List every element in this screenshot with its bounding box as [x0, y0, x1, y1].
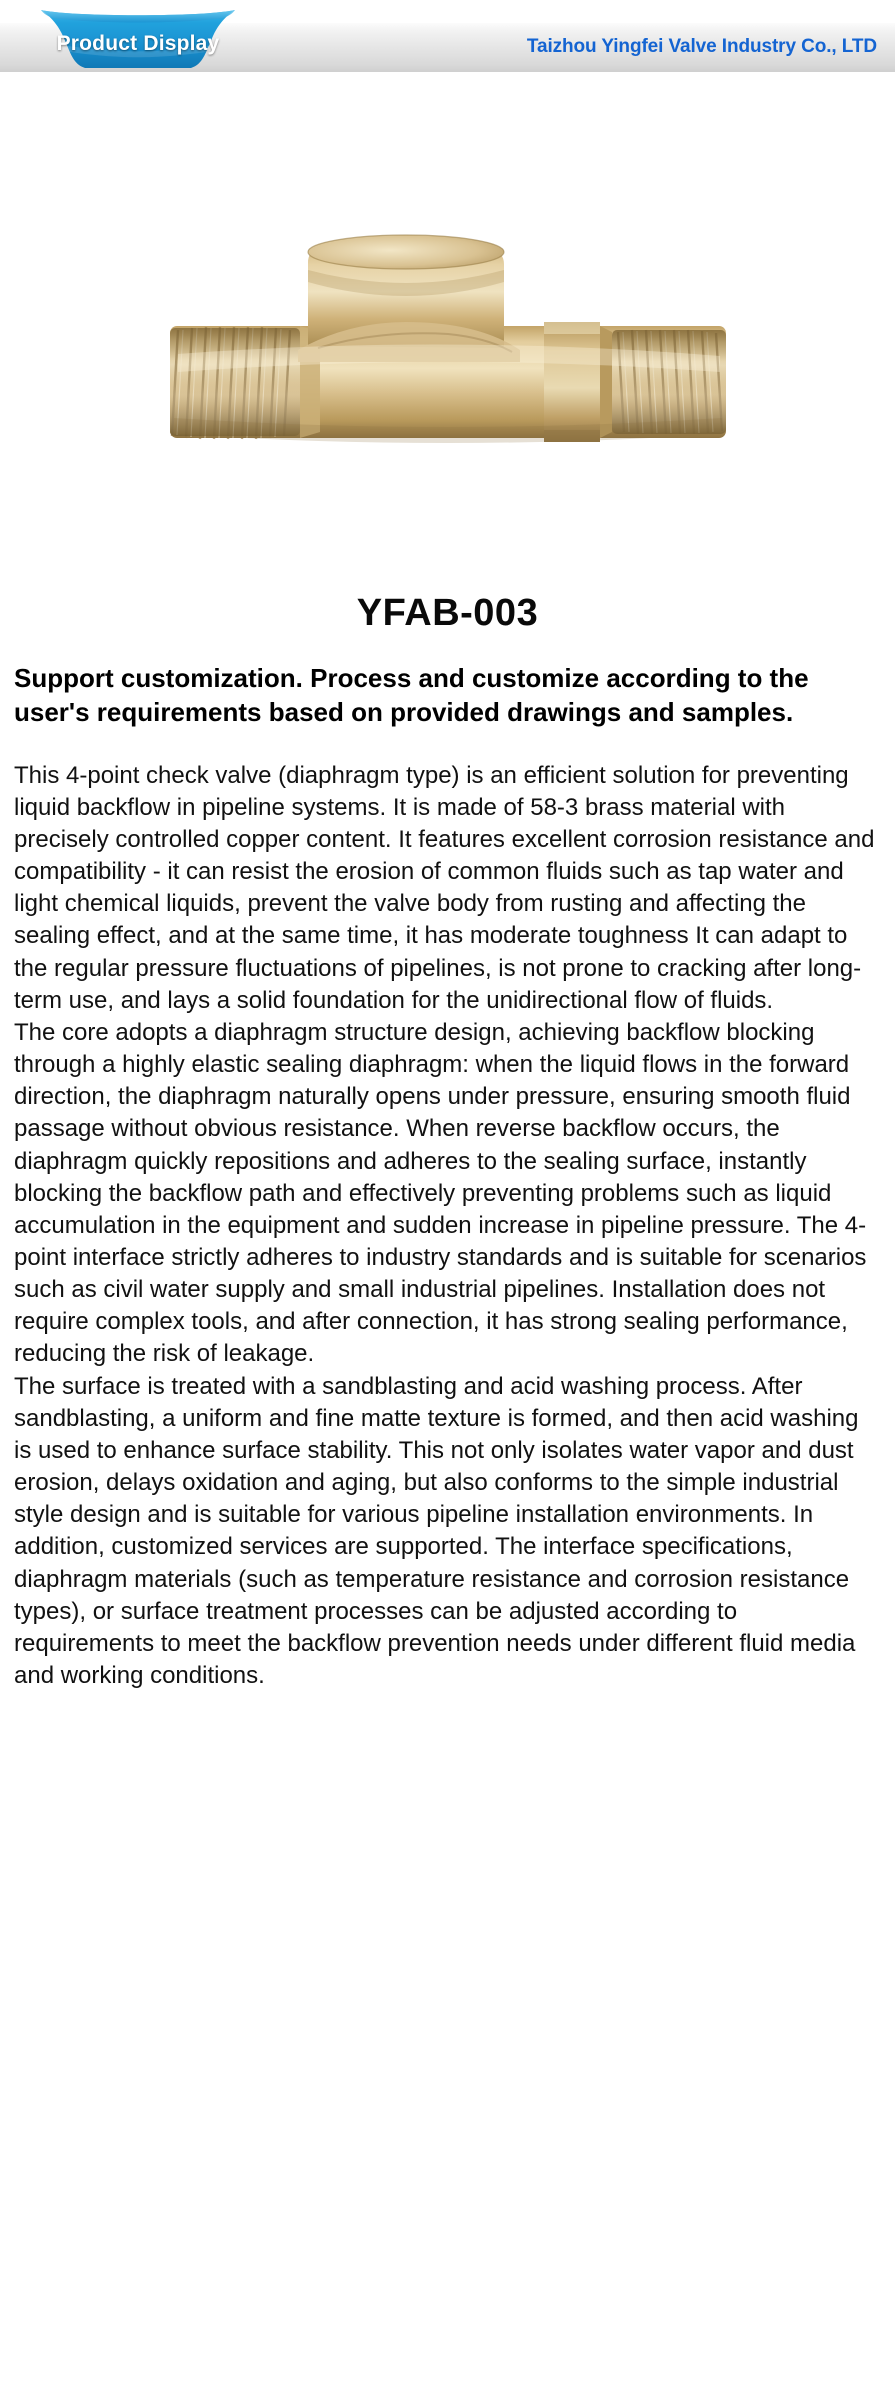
product-image-stage [0, 72, 895, 592]
company-name: Taizhou Yingfei Valve Industry Co., LTD [526, 36, 877, 57]
product-photo-brass-tee [148, 222, 748, 502]
customization-subtitle: Support customization. Process and customize according to the user's requirements based on provided drawings and samples. [14, 663, 809, 728]
product-display-ribbon [33, 6, 243, 72]
ribbon-label: Product Display [56, 32, 220, 55]
page-title: YFAB-003 [356, 592, 539, 634]
description-paragraph-3: The surface is treated with a sandblasting and acid washing process. After sandblasting, a uniform and fine matte texture is formed, and then acid washing is used to enhance surface stability. This not only isolates water vapor and dust erosion, delays oxidation and aging, but also conforms to the simple industrial style design and is suitable for various pipeline installation environments. In addition, customized services are supported. The interface specifications, diaphragm materials (such as temperature resistance and corrosion resistance types), or surface treatment processes can be adjusted according to requirements to meet the backflow prevention needs under different fluid media and working conditions. [14, 1372, 859, 1689]
product-description-section [0, 592, 895, 1692]
description-paragraph-2: The core adopts a diaphragm structure design, achieving backflow blocking through a highly elastic sealing diaphragm: when the liquid flows in the forward direction, the diaphragm naturally opens under pressure, ensuring smooth fluid passage without obvious resistance. When reverse backflow occurs, the diaphragm quickly repositions and adheres to the sealing surface, instantly blocking the backflow path and effectively preventing problems such as liquid accumulation in the equipment and sudden increase in pipeline pressure. The 4-point interface strictly adheres to industry standards and is suitable for scenarios such as civil water supply and small industrial pipelines. Installation does not require complex tools, and after connection, it has strong sealing performance, reducing the risk of leakage. [14, 1018, 867, 1368]
description-paragraph-1: This 4-point check valve (diaphragm type) is an efficient solution for preventing liquid backflow in pipeline systems. It is made of 58-3 brass material with precisely controlled copper content. It features excellent corrosion resistance and compatibility - it can resist the erosion of common fluids such as tap water and light chemical liquids, prevent the valve body from rusting and affecting the sealing effect, and at the same time, it has moderate toughness It can adapt to the regular pressure fluctuations of pipelines, is not prone to cracking after long-term use, and lays a solid foundation for the unidirectional flow of fluids. [14, 761, 875, 1014]
page-header [0, 0, 895, 72]
